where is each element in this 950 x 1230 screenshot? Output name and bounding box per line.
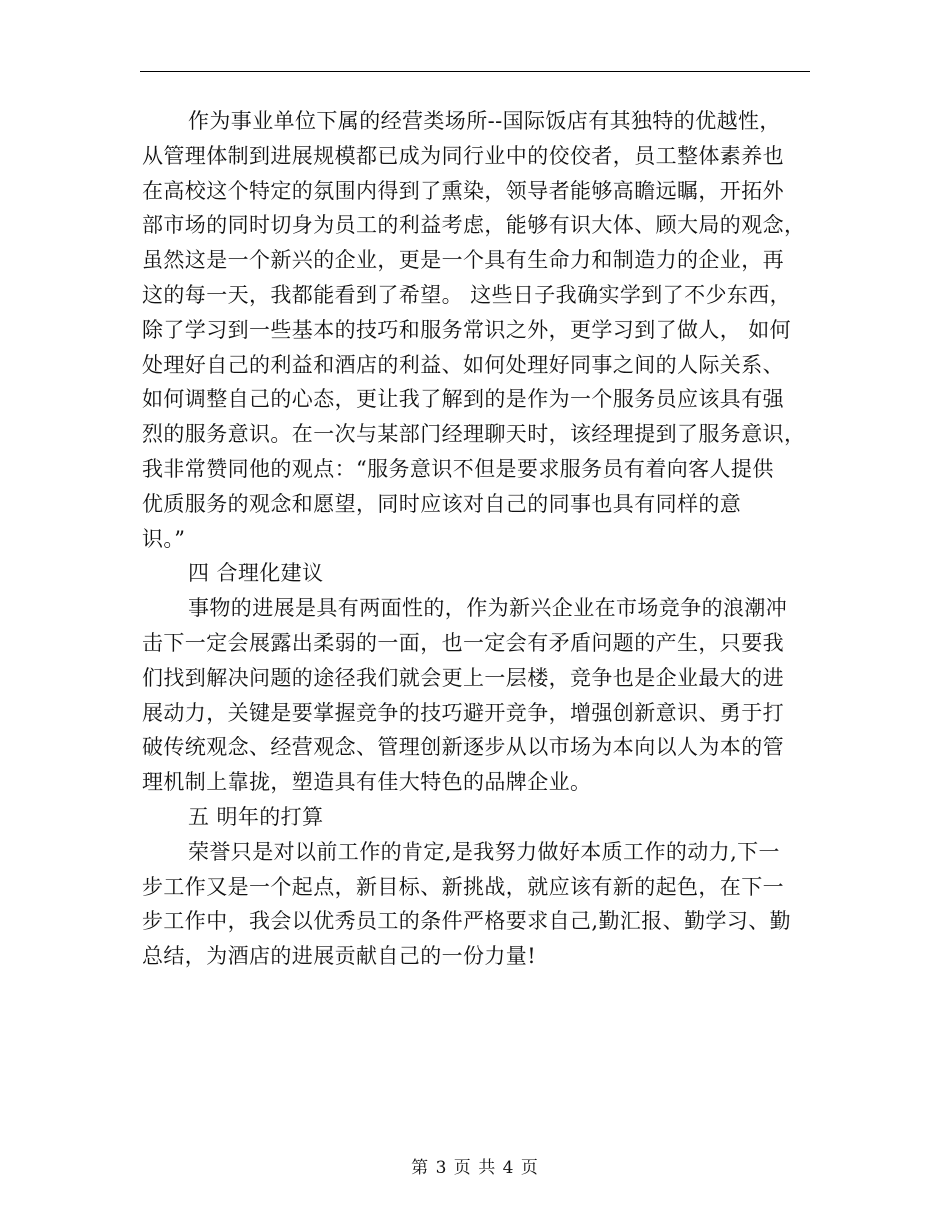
paragraph-line: 除了学习到一些基本的技巧和服务常识之外，更学习到了做人， 如何 bbox=[142, 317, 792, 342]
paragraph-line: 烈的服务意识。在一次与某部门经理聊天时，该经理提到了服务意识， bbox=[142, 422, 806, 447]
paragraph-line: 事物的进展是具有两面性的，作为新兴企业在市场竞争的浪潮冲 bbox=[188, 596, 788, 621]
paragraph-line: 荣誉只是对以前工作的肯定,是我努力做好本质工作的动力,下一 bbox=[188, 839, 780, 864]
paragraph-line: 我非常赞同他的观点：“服务意识不但是要求服务员有着向客人提供 bbox=[142, 456, 774, 481]
paragraph-line: 破传统观念、经营观念、管理创新逐步从以市场为本向以人为本的管 bbox=[142, 735, 784, 760]
paragraph-line: 优质服务的观念和愿望，同时应该对自己的同事也具有同样的意 bbox=[142, 491, 742, 516]
paragraph-line: 识。” bbox=[142, 526, 186, 551]
paragraph-line: 部市场的同时切身为员工的利益考虑，能够有识大体、顾大局的观念， bbox=[142, 213, 806, 238]
paragraph-line: 展动力，关键是要掌握竞争的技巧避开竞争，增强创新意识、勇于打 bbox=[142, 700, 784, 725]
paragraph-line: 步工作又是一个起点，新目标、新挑战，就应该有新的起色，在下一 bbox=[142, 874, 784, 899]
paragraph-line: 理机制上靠拢，塑造具有佳大特色的品牌企业。 bbox=[142, 770, 592, 795]
paragraph-line: 作为事业单位下属的经营类场所--国际饭店有其独特的优越性， bbox=[188, 109, 781, 133]
document-body bbox=[142, 104, 810, 974]
paragraph-line: 们找到解决问题的途径我们就会更上一层楼，竞争也是企业最大的进 bbox=[142, 665, 784, 690]
paragraph-line: 总结，为酒店的进展贡献自己的一份力量! bbox=[142, 944, 537, 969]
section-heading-next-year-plan: 五 明年的打算 bbox=[188, 804, 324, 829]
paragraph-line: 处理好自己的利益和酒店的利益、如何处理好同事之间的人际关系、 bbox=[142, 352, 784, 377]
paragraph-line: 这的每一天，我都能看到了希望。 这些日子我确实学到了不少东西， bbox=[142, 282, 792, 307]
paragraph-line: 步工作中，我会以优秀员工的条件严格要求自己,勤汇报、勤学习、勤 bbox=[142, 909, 792, 934]
paragraph-line: 击下一定会展露出柔弱的一面，也一定会有矛盾问题的产生，只要我 bbox=[142, 630, 784, 655]
paragraph-line: 虽然这是一个新兴的企业，更是一个具有生命力和制造力的企业，再 bbox=[142, 248, 784, 273]
paragraph-line: 在高校这个特定的氛围内得到了熏染，领导者能够高瞻远瞩，开拓外 bbox=[142, 178, 784, 203]
page-number-footer: 第 3 页 共 4 页 bbox=[411, 1158, 539, 1178]
paragraph-line: 如何调整自己的心态，更让我了解到的是作为一个服务员应该具有强 bbox=[142, 387, 784, 412]
paragraph-line: 从管理体制到进展规模都已成为同行业中的佼佼者，员工整体素养也 bbox=[142, 143, 784, 168]
section-heading-suggestions: 四 合理化建议 bbox=[188, 561, 324, 586]
header-rule bbox=[140, 71, 810, 72]
